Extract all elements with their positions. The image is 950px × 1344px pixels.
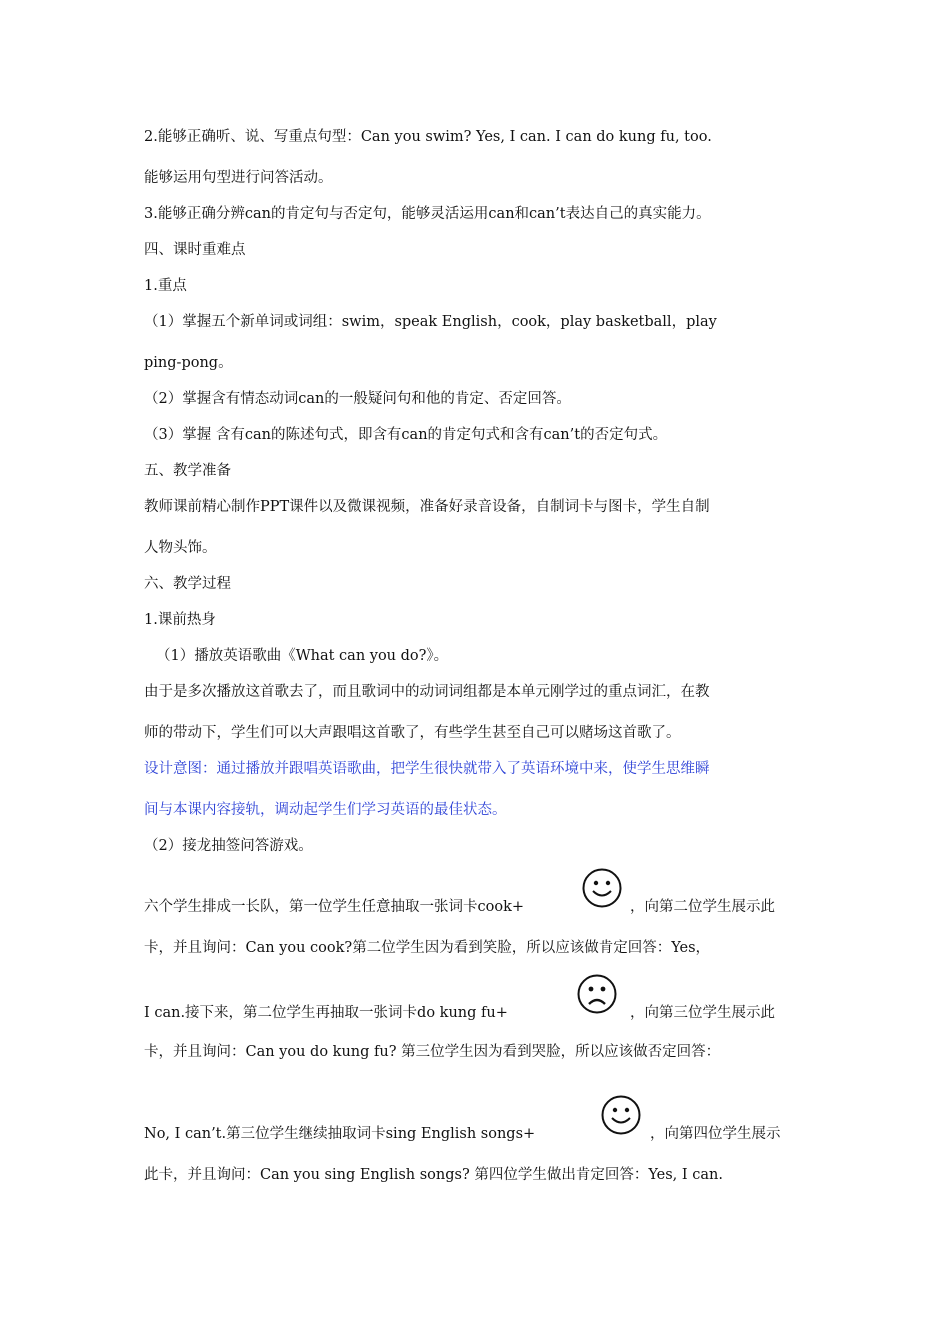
section-heading-5: 五、教学准备 — [144, 463, 231, 479]
design-intent: 设计意图：通过播放并跟唱英语歌曲，把学生很快就带入了英语环境中来，使学生思维瞬 — [144, 761, 710, 777]
key-point-1-continued: ping-pong。 — [144, 355, 233, 371]
objective-2-continued: 能够运用句型进行问答活动。 — [144, 170, 333, 186]
game-description-6: 此卡，并且询问：Can you sing English songs? 第四位学生做出肯定回答：Yes, I can. — [144, 1167, 723, 1183]
preparation-text-continued: 人物头饰。 — [144, 540, 217, 556]
smiley-face-icon — [582, 868, 622, 908]
key-point-3: （3）掌握 含有can的陈述句式，即含有can的肯定句式和含有can’t的否定句式。 — [144, 427, 668, 443]
key-point-2: （2）掌握含有情态动词can的一般疑问句和他的肯定、否定回答。 — [144, 391, 571, 407]
game-description-3b: ，向第三位学生展示此 — [630, 1005, 775, 1021]
game-description-2: 卡，并且询问：Can you cook?第二位学生因为看到笑脸，所以应该做肯定回答：Yes， — [144, 940, 711, 956]
warm-up-step-1: （1）播放英语歌曲《What can you do?》。 — [156, 648, 449, 664]
preparation-text: 教师课前精心制作PPT课件以及微课视频，准备好录音设备，自制词卡与图卡，学生自制 — [144, 499, 710, 515]
warm-up-description-continued: 师的带动下，学生们可以大声跟唱这首歌了，有些学生甚至自己可以赌场这首歌了。 — [144, 725, 681, 741]
frowning-face-icon — [577, 974, 617, 1014]
game-description-4: 卡，并且询问：Can you do kung fu? 第三位学生因为看到哭脸，所以应该做否定回答： — [144, 1044, 721, 1060]
game-description-3a: I can.接下来，第二位学生再抽取一张词卡do kung fu+ — [144, 1005, 508, 1021]
warm-up-description: 由于是多次播放这首歌去了，而且歌词中的动词词组都是本单元刚学过的重点词汇，在教 — [144, 684, 710, 700]
objective-2: 2.能够正确听、说、写重点句型：Can you swim? Yes, I can. I can do kung fu, too. — [144, 129, 712, 145]
game-description-5b: ，向第四位学生展示 — [650, 1126, 781, 1142]
warm-up-step-2: （2）接龙抽签问答游戏。 — [144, 838, 313, 854]
game-description-1b: ，向第二位学生展示此 — [630, 899, 775, 915]
objective-3: 3.能够正确分辨can的肯定句与否定句，能够灵活运用can和can’t表达自己的真实能力。 — [144, 206, 711, 222]
game-description-1a: 六个学生排成一长队，第一位学生任意抽取一张词卡cook+ — [144, 899, 525, 915]
key-point-1: （1）掌握五个新单词或词组：swim，speak English，cook，play basketball，play — [144, 314, 717, 330]
section-heading-6: 六、教学过程 — [144, 576, 231, 592]
section-heading-4: 四、课时重难点 — [144, 242, 246, 258]
design-intent-continued: 间与本课内容接轨，调动起学生们学习英语的最佳状态。 — [144, 802, 507, 818]
game-description-5a: No, I can’t.第三位学生继续抽取词卡sing English songs+ — [144, 1126, 536, 1142]
subheading-warm-up: 1.课前热身 — [144, 612, 216, 628]
subheading-key-points: 1.重点 — [144, 278, 187, 294]
smiley-face-icon — [601, 1095, 641, 1135]
